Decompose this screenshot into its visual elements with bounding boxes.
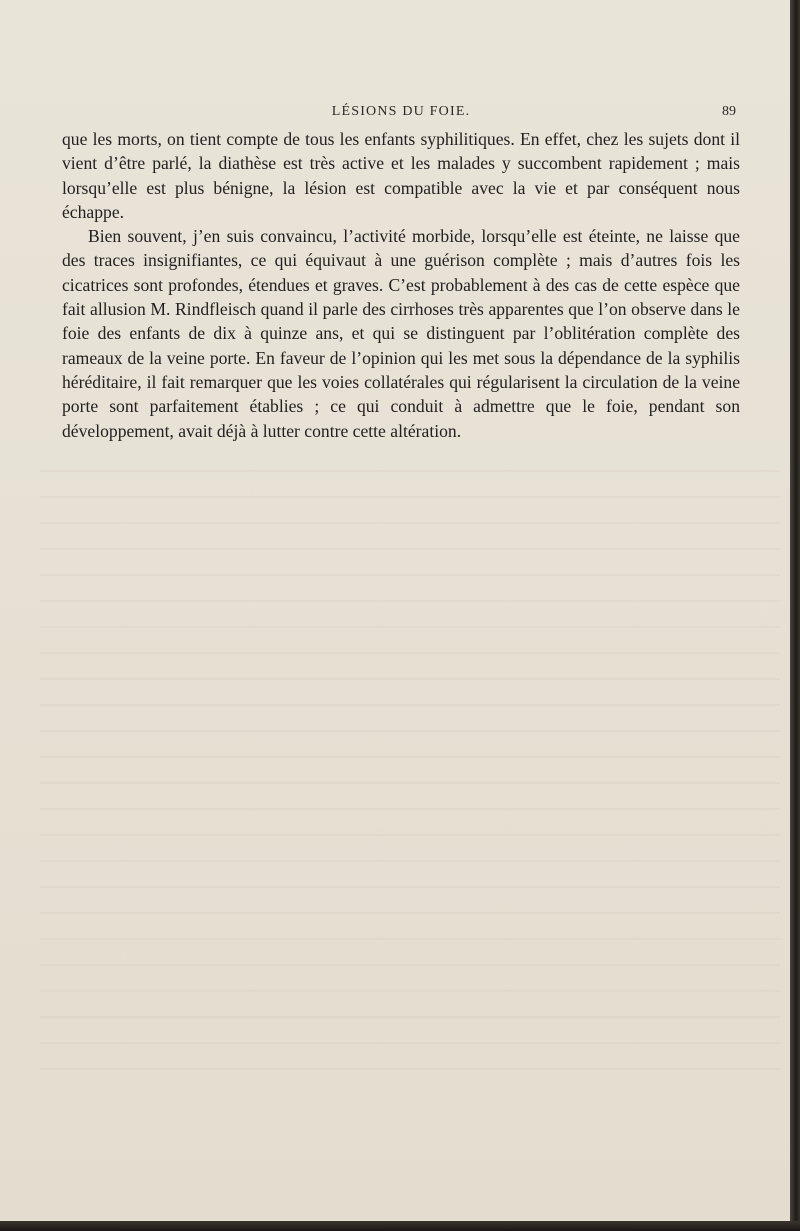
book-edge-right	[790, 0, 800, 1231]
running-title: LÉSIONS DU FOIE.	[331, 104, 471, 119]
book-edge-bottom	[0, 1221, 800, 1231]
paragraph: Bien souvent, j’en suis convaincu, l’activité morbide, lorsqu’elle est éteinte, ne laisse que des traces insignifiantes, ce qui équivaut à une guérison complète ; mais d’autres fois les cicatrices sont profondes, étendues et graves. C’est probablement à des cas de cette espèce que fait allusion M. Rindfleisch quand il parle des cirrhoses très apparentes que l’on observe dans le foie des enfants de dix à quinze ans, et qui se distinguent par l’oblitération complète des rameaux de la veine porte. En faveur de l’opinion qui les met sous la dépendance de la syphilis héréditaire, il fait remarquer que les voies collatérales qui régularisent la circulation de la veine porte sont parfaitement établies ; ce qui conduit à admettre que le foie, pendant son développement, avait déjà à lutter contre cette altération.	[62, 226, 740, 441]
body-text	[62, 127, 740, 443]
page-header	[62, 104, 740, 124]
show-through-texture	[40, 470, 780, 1070]
page-number: 89	[722, 104, 736, 119]
paragraph-continuation: que les morts, on tient compte de tous les enfants syphilitiques. En effet, chez les sujets dont il vient d’être parlé, la diathèse est très active et les malades y succombent rapidement ; mais lorsqu’elle est plus bénigne, la lésion est compatible avec la vie et par conséquent nous échappe.	[62, 129, 740, 222]
